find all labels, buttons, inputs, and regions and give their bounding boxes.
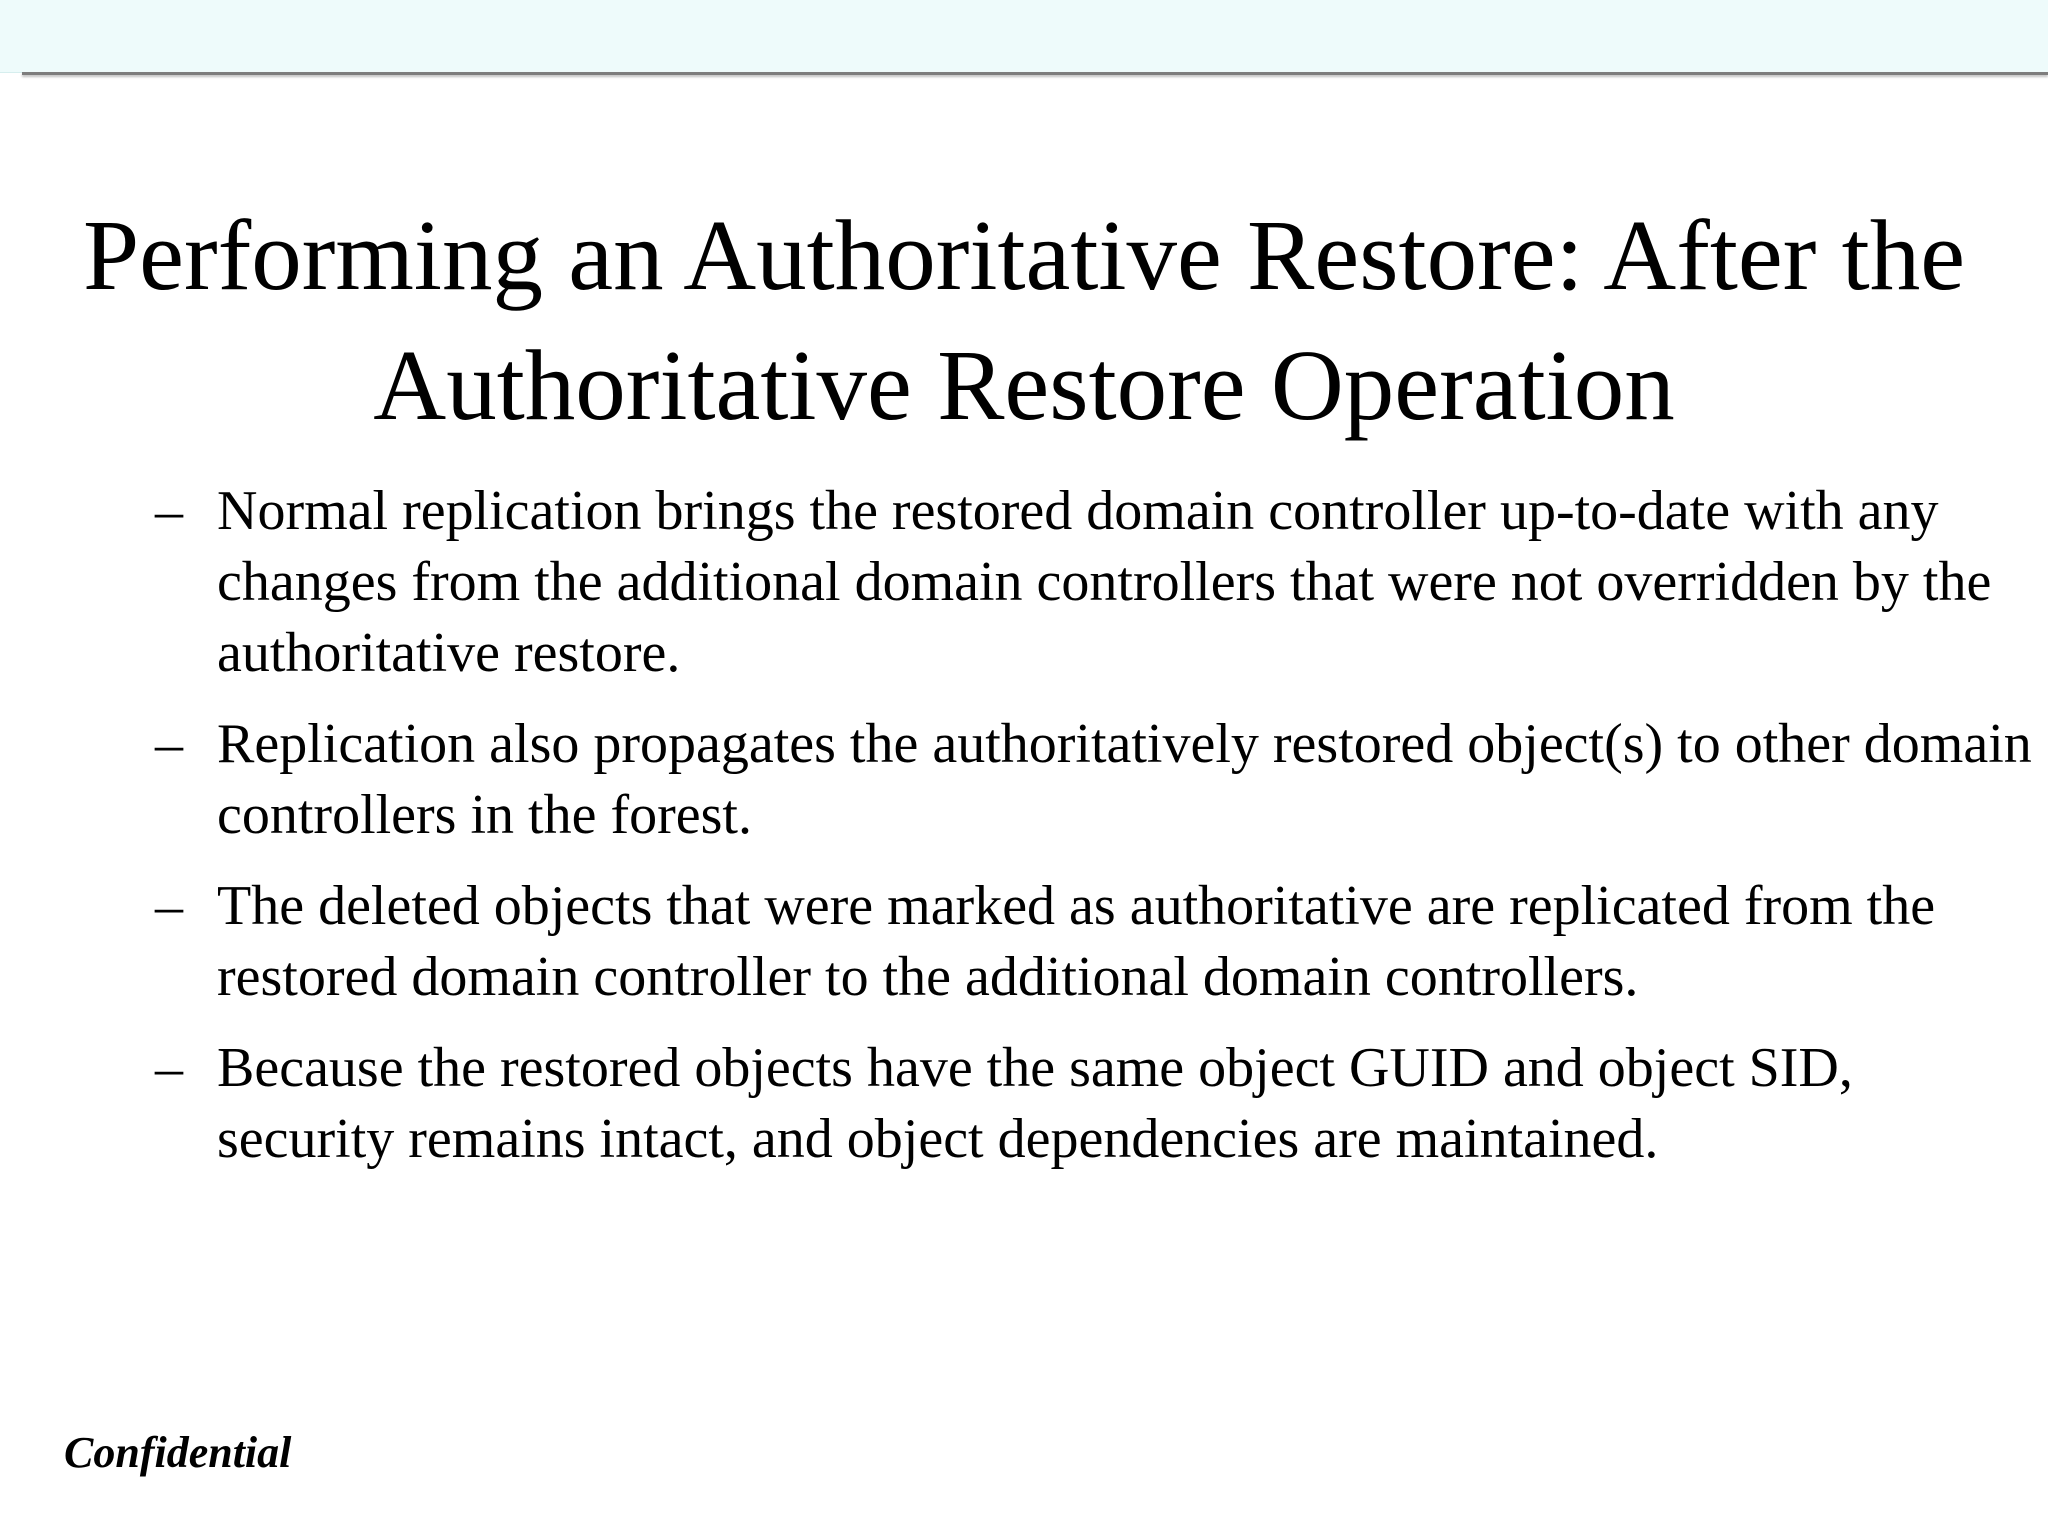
bullet-text: Replication also propagates the authoritatively restored object(s) to other domain controllers in the forest. <box>217 713 2032 846</box>
bullet-marker: – <box>155 1037 183 1099</box>
header-band <box>0 0 2048 73</box>
bullet-list <box>155 476 2035 1195</box>
bullet-marker: – <box>155 875 183 937</box>
confidential-label: Confidential <box>64 1428 292 1477</box>
header-rule <box>22 72 2048 75</box>
bullet-item <box>155 476 2035 689</box>
bullet-item <box>155 1033 2035 1175</box>
bullet-item <box>155 709 2035 851</box>
bullet-item <box>155 871 2035 1013</box>
bullet-text: Normal replication brings the restored domain controller up-to-date with any changes from the additional domain controllers that were not overridden by the authoritative restore. <box>217 480 1992 684</box>
slide-title: Performing an Authoritative Restore: After the Authoritative Restore Operation <box>82 199 1966 441</box>
bullet-marker: – <box>155 713 183 775</box>
bullet-text: The deleted objects that were marked as authoritative are replicated from the restored domain controller to the additional domain controllers. <box>217 875 1936 1008</box>
bullet-marker: – <box>155 480 183 542</box>
bullet-text: Because the restored objects have the same object GUID and object SID, security remains intact, and object dependencies are maintained. <box>217 1037 1853 1170</box>
